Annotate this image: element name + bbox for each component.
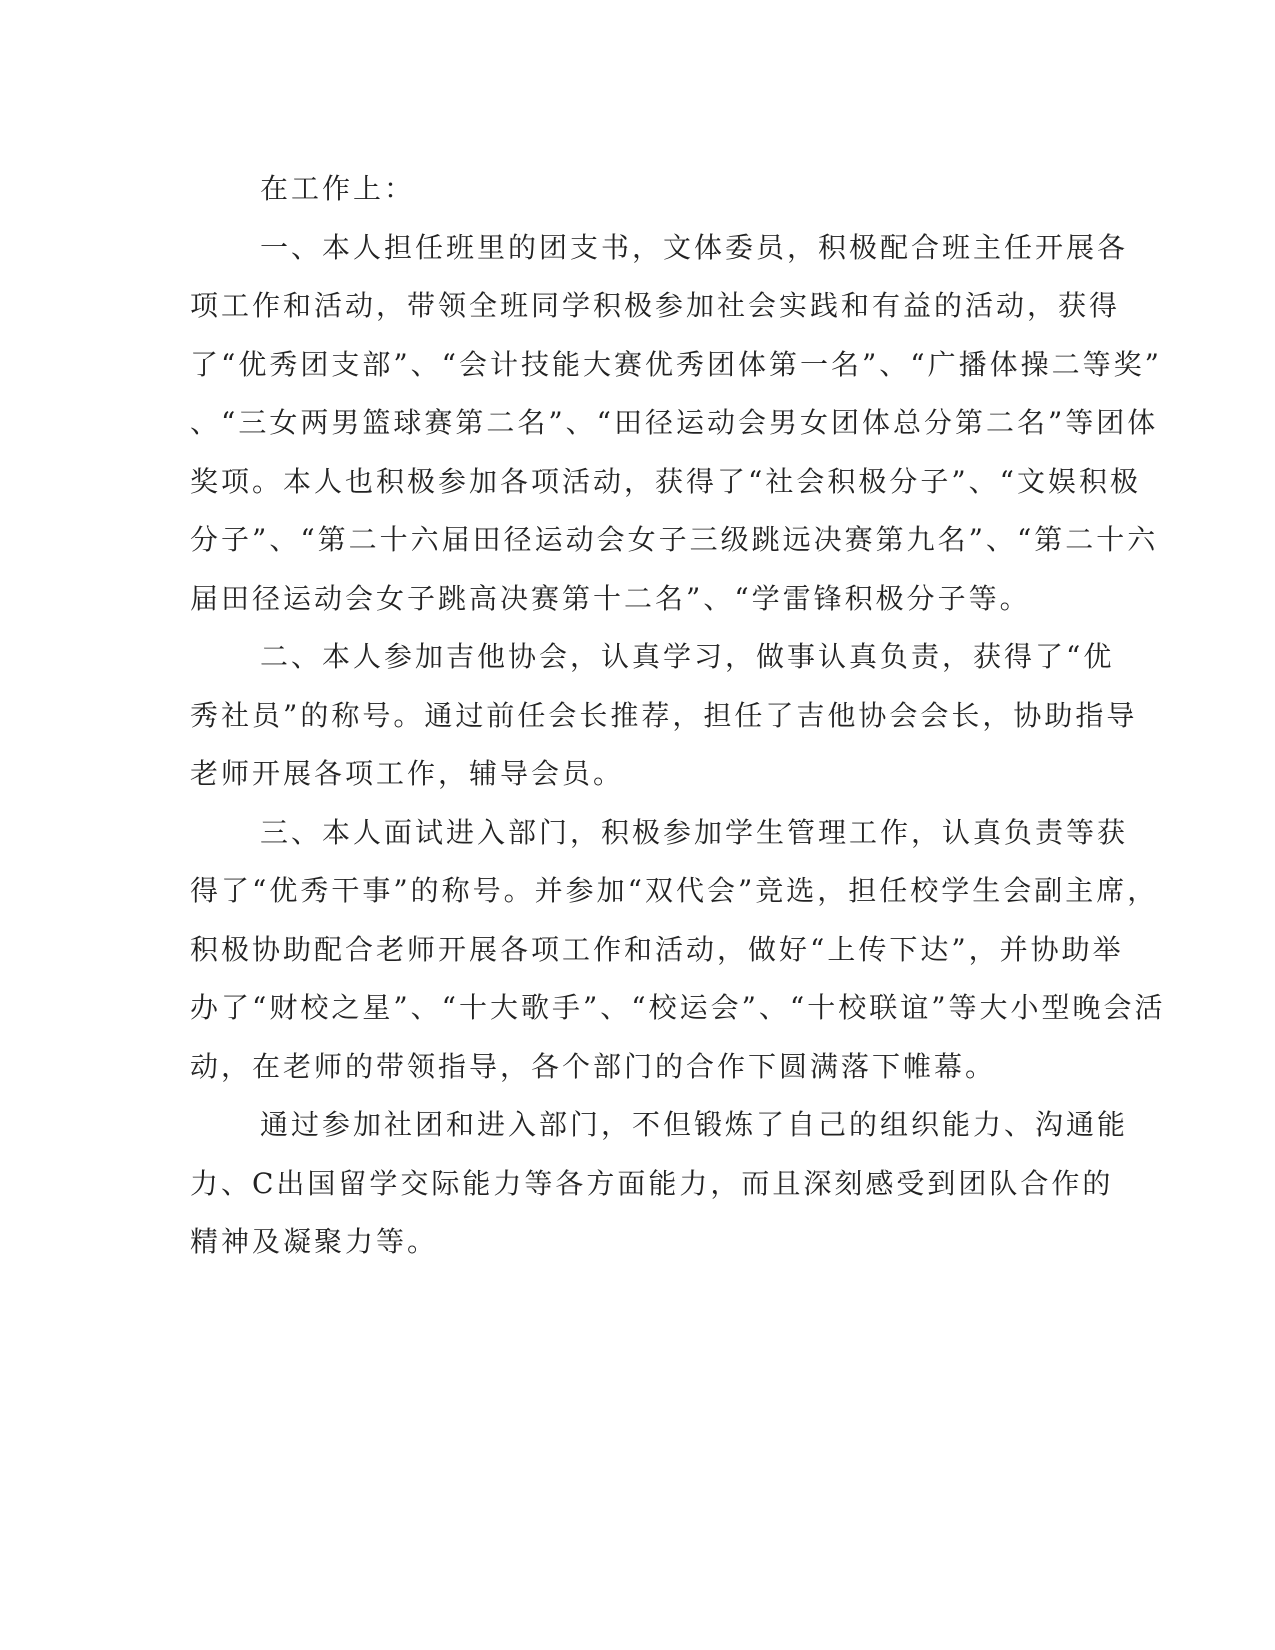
paragraph-1-line-4: 、“三女两男篮球赛第二名”、“田径运动会男女团体总分第二名”等团体 (190, 406, 1159, 439)
paragraph-3-line-3: 积极协助配合老师开展各项工作和活动，做好“上传下达”，并协助举 (190, 932, 1124, 966)
paragraph-1-line-2: 项工作和活动，带领全班同学积极参加社会实践和有益的活动，获得 (190, 289, 1121, 322)
paragraph-1-line-7: 届田径运动会女子跳高决赛第十二名”、“学雷锋积极分子等。 (190, 581, 1031, 615)
paragraph-3-line-2: 得了“优秀干事”的称号。并参加“双代会”竞选，担任校学生会副主席， (190, 874, 1159, 907)
paragraph-1-line-6: 分子”、“第二十六届田径运动会女子三级跳远决赛第九名”、“第二十六 (190, 523, 1159, 556)
document-body (190, 160, 1166, 1272)
paragraph-3-line-1: 三、本人面试进入部门，积极参加学生管理工作，认真负责等获 (260, 815, 1129, 849)
paragraph-4-line-3: 精神及凝聚力等。 (190, 1225, 439, 1258)
section-heading: 在工作上： (260, 172, 416, 205)
paragraph-1-line-3: 了“优秀团支部”、“会计技能大赛优秀团体第一名”、“广播体操二等奖” (190, 347, 1162, 381)
paragraph-2-line-1: 二、本人参加吉他协会，认真学习，做事认真负责，获得了“优 (260, 640, 1115, 673)
paragraph-4-line-1: 通过参加社团和进入部门，不但锻炼了自己的组织能力、沟通能 (260, 1108, 1129, 1141)
paragraph-3-line-5: 动，在老师的带领指导，各个部门的合作下圆满落下帷幕。 (190, 1049, 997, 1083)
paragraph-1-line-5: 奖项。本人也积极参加各项活动，获得了“社会积极分子”、“文娱积极 (190, 464, 1141, 498)
paragraph-3-line-4: 办了“财校之星”、“十大歌手”、“校运会”、“十校联谊”等大小型晚会活 (190, 991, 1166, 1024)
paragraph-4-line-2: 力、C出国留学交际能力等各方面能力，而且深刻感受到团队合作的 (190, 1166, 1114, 1200)
paragraph-1-line-1: 一、本人担任班里的团支书，文体委员，积极配合班主任开展各 (260, 230, 1129, 264)
paragraph-2-line-2: 秀社员”的称号。通过前任会长推荐，担任了吉他协会会长，协助指导 (190, 698, 1138, 732)
paragraph-2-line-3: 老师开展各项工作，辅导会员。 (190, 757, 625, 790)
